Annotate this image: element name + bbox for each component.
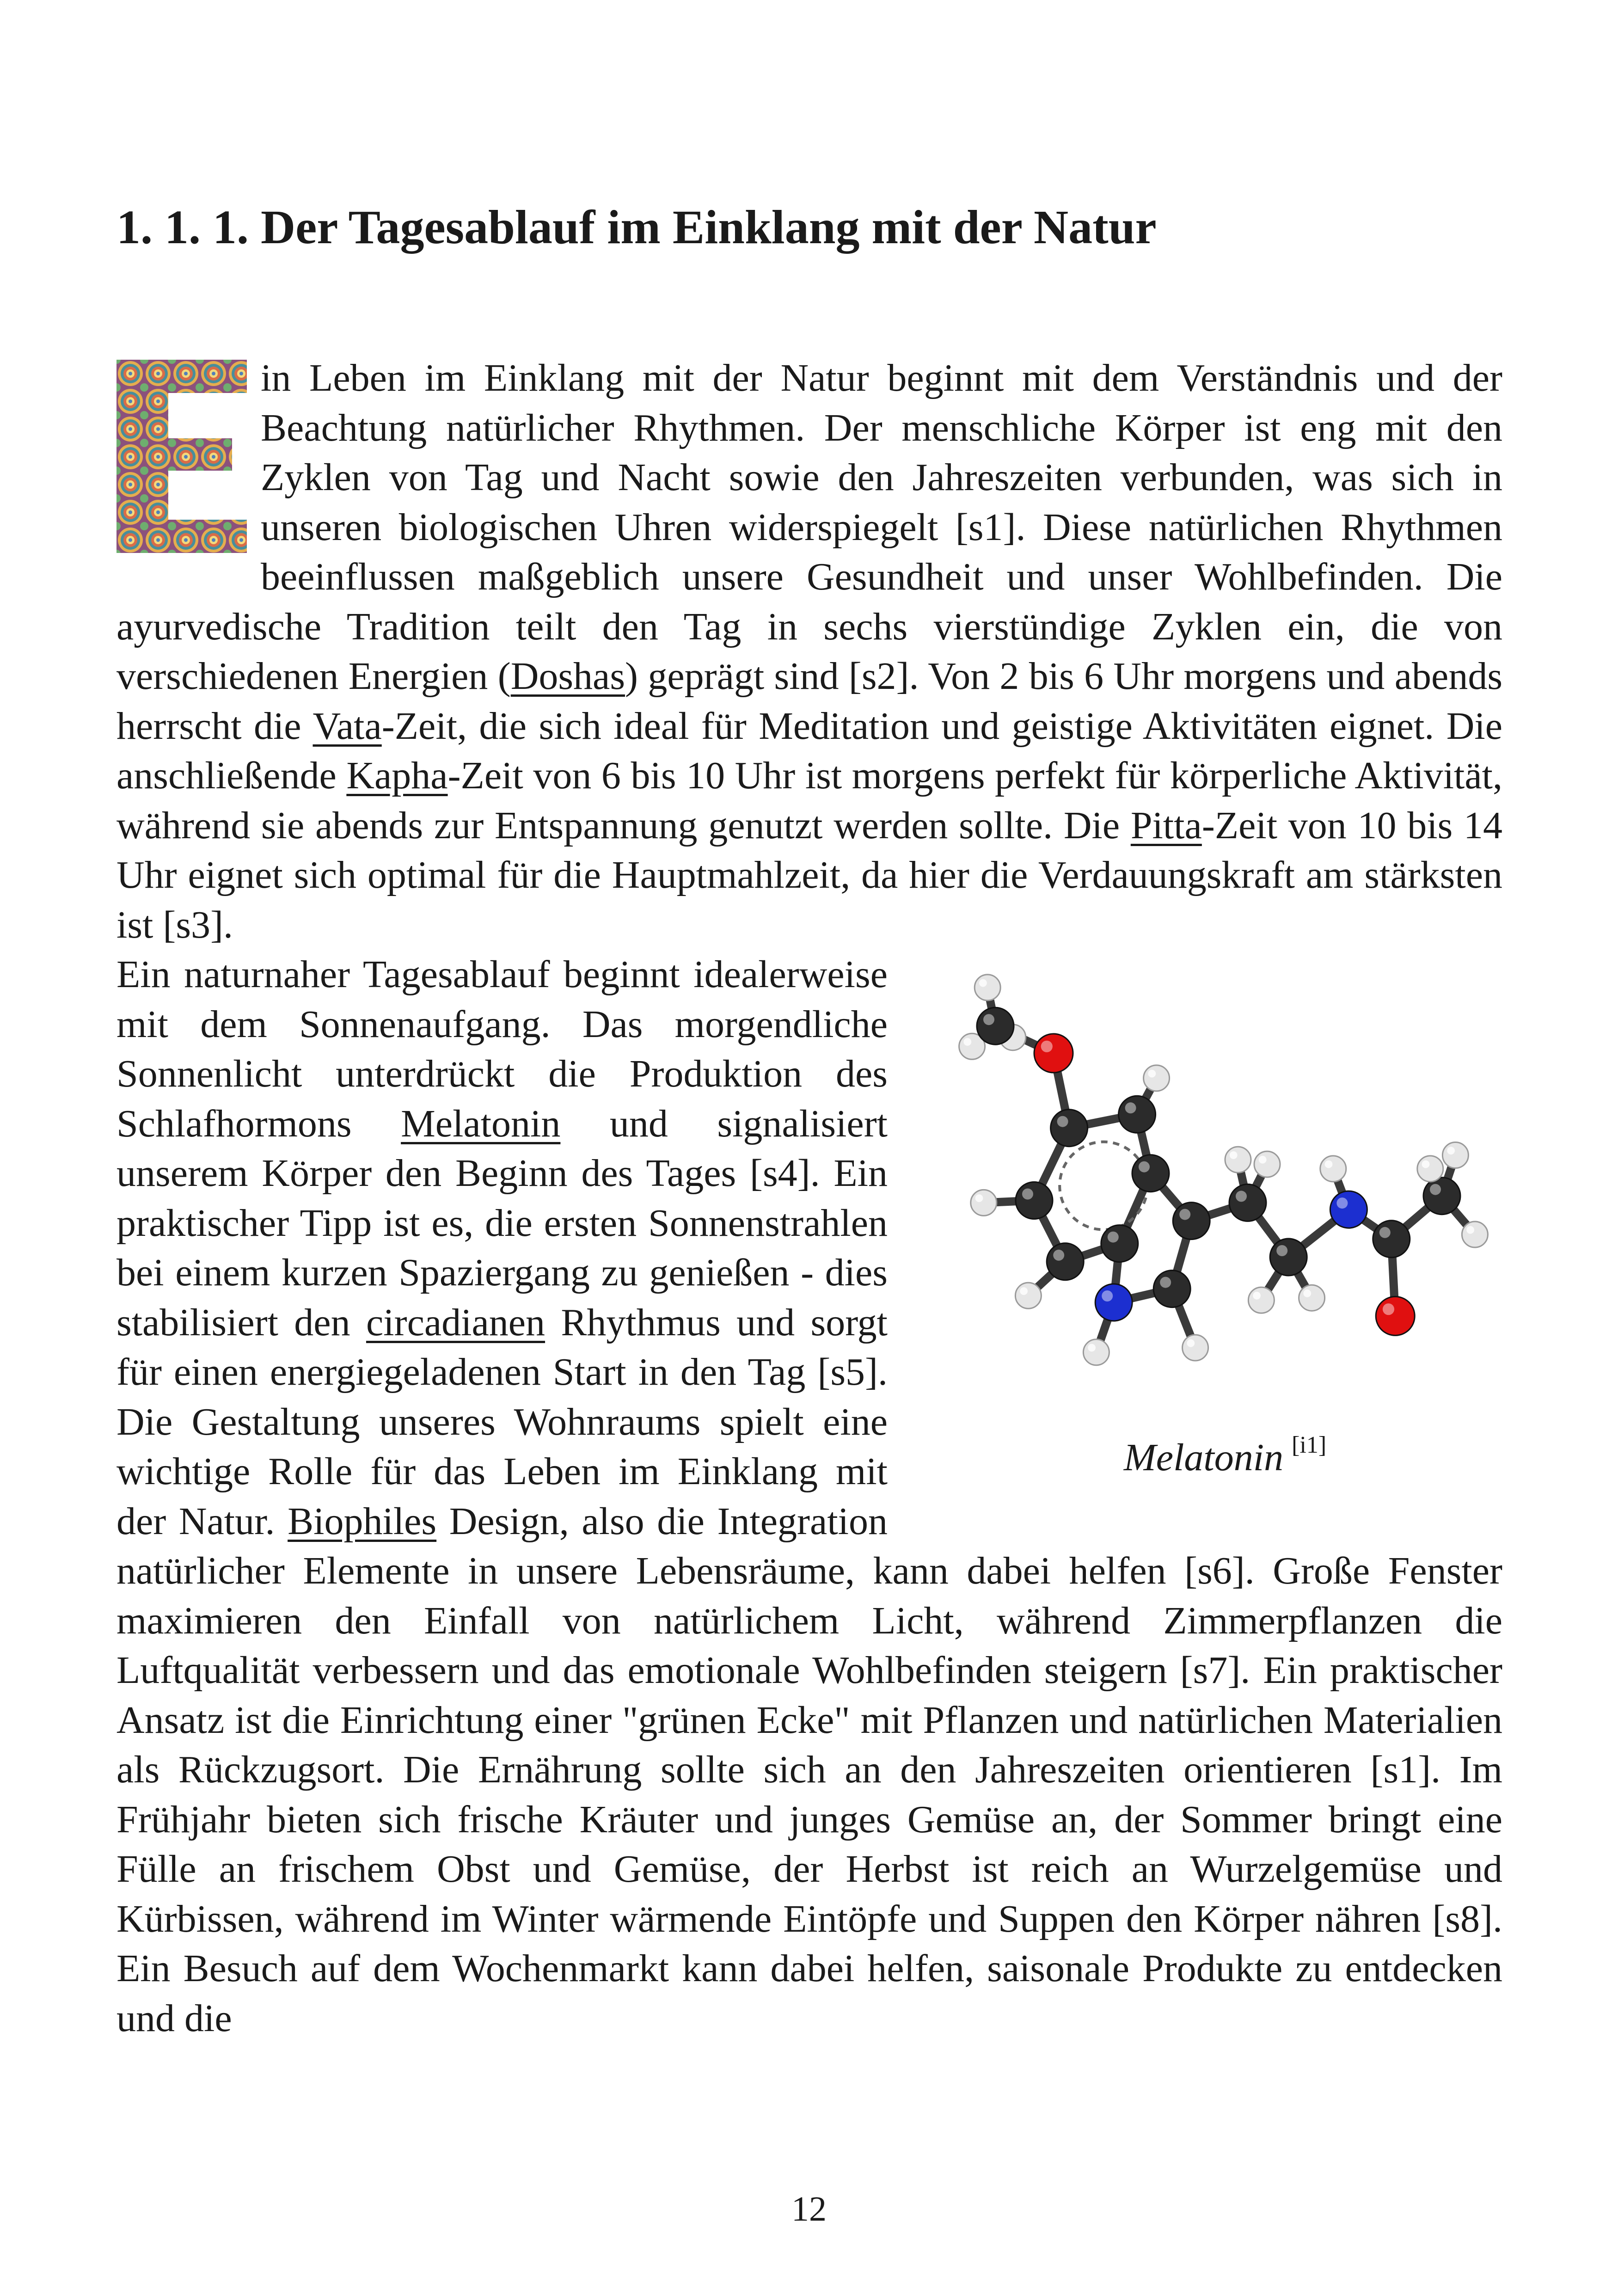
term-link-circadianen[interactable]: circadianen bbox=[366, 1301, 545, 1344]
image-reference: [i1] bbox=[1292, 1432, 1327, 1458]
text-run: Ein naturnaher Tagesablauf beginnt idealerweise mit dem Sonnenaufgang. Das morgendliche Sonnenlicht unterdrückt die Produktion des Schlafhormons bbox=[116, 953, 888, 1145]
atom-carbon bbox=[1047, 1243, 1084, 1280]
atom-carbon bbox=[977, 1007, 1014, 1044]
atom-nitrogen bbox=[1095, 1284, 1132, 1321]
atom-carbon bbox=[1051, 1110, 1088, 1147]
text-run: Design, also die Integration natürlicher Elemente in unsere Lebensräume, kann dabei helfen [s6]. Große Fenster maximieren den Einfall von natürlichem Licht, während Zimmerpflanzen die Luftqualität verbessern und das emotionale Wohlbefinden steigern [s7]. Ein praktischer Ansatz ist die Einrichtung einer "grünen Ecke" mit Pflanzen und natürlichen Materialien als Rückzugsort. Die Ernährung sollte sich an den Jahreszeiten orientieren [s1]. Im Frühjahr bieten sich frische Kräuter und junges Gemüse an, der Sommer bringt eine Fülle an frischem Obst und Gemüse, der Herbst ist reich an Wurzelgemüse und Kürbissen, während im Winter wärmende Eintöpfe und Suppen den Körper nähren [s8]. Ein Besuch auf dem Wochenmarkt kann dabei helfen, saisonale Produkte zu entdecken und die bbox=[116, 1499, 1502, 2040]
atom-hydrogen bbox=[1320, 1156, 1346, 1182]
atom-hydrogen bbox=[1083, 1339, 1109, 1365]
atom-carbon bbox=[1229, 1184, 1266, 1221]
text-run: -Zeit, die sich ideal für Meditation und geistige Aktivitäten eignet. Die anschließende bbox=[116, 704, 1502, 797]
atom-hydrogen bbox=[971, 1190, 997, 1216]
atom-hydrogen bbox=[1254, 1151, 1280, 1177]
text-run: -Zeit von 10 bis 14 Uhr eignet sich optimal für die Hauptmahlzeit, da hier die Verdauungskraft am stärksten ist [s3]. bbox=[116, 804, 1502, 946]
atom-hydrogen bbox=[1248, 1287, 1274, 1313]
atom-hydrogen bbox=[1144, 1065, 1170, 1091]
atom-carbon bbox=[1132, 1155, 1169, 1192]
text-run: Rhythmus und sorgt für einen energiegeladenen Start in den Tag [s5]. Die Gestaltung unseres Wohnraums spielt eine wichtige Rolle für das Leben im Einklang mit der Natur. bbox=[116, 1301, 888, 1543]
term-link-vata[interactable]: Vata bbox=[313, 704, 382, 748]
melatonin-molecule-image bbox=[948, 953, 1502, 1416]
text-run: und signalisiert unserem Körper den Beginn des Tages [s4]. Ein praktischer Tipp ist es, die ersten Sonnenstrahlen bei einem kurzen Spaziergang zu genießen - dies stabilisiert den bbox=[116, 1102, 888, 1344]
atom-hydrogen bbox=[1015, 1283, 1041, 1308]
atom-hydrogen bbox=[1225, 1147, 1251, 1173]
term-link-doshas[interactable]: Doshas bbox=[510, 655, 625, 698]
term-link-melatonin[interactable]: Melatonin bbox=[401, 1102, 561, 1145]
section-heading: 1. 1. 1. Der Tagesablauf im Einklang mit der Natur bbox=[116, 201, 1157, 254]
atom-carbon bbox=[1173, 1203, 1210, 1240]
figure-caption bbox=[948, 1420, 1502, 1483]
atom-carbon bbox=[1373, 1221, 1410, 1258]
atom-carbon bbox=[1119, 1096, 1156, 1133]
atom-carbon bbox=[1153, 1271, 1190, 1308]
atom-carbon bbox=[1101, 1225, 1138, 1262]
term-link-pitta[interactable]: Pitta bbox=[1130, 804, 1202, 847]
term-link-biophiles[interactable]: Biophiles bbox=[288, 1499, 437, 1543]
atom-carbon bbox=[1270, 1239, 1307, 1276]
atom-oxygen bbox=[1034, 1034, 1073, 1073]
atom-hydrogen bbox=[1442, 1142, 1468, 1168]
atom-nitrogen bbox=[1330, 1191, 1367, 1228]
atom-hydrogen bbox=[974, 975, 1000, 1001]
atom-carbon bbox=[1423, 1178, 1460, 1215]
atom-hydrogen bbox=[1183, 1335, 1208, 1361]
melatonin-figure bbox=[948, 953, 1502, 1504]
body-text bbox=[116, 353, 1502, 2043]
caption-text: Melatonin bbox=[1123, 1436, 1284, 1479]
atom-hydrogen bbox=[1417, 1156, 1443, 1182]
paragraph-1 bbox=[116, 353, 1502, 950]
term-link-kapha[interactable]: Kapha bbox=[346, 754, 448, 797]
atom-hydrogen bbox=[1462, 1222, 1488, 1247]
atom-carbon bbox=[1016, 1182, 1053, 1219]
drop-cap-letter bbox=[116, 360, 247, 553]
text-run: ) geprägt sind [s2]. Von 2 bis 6 Uhr morgens und abends herrscht die bbox=[116, 655, 1503, 748]
text-run: in Leben im Einklang mit der Natur beginnt mit dem Verständnis und der Beachtung natürlicher Rhythmen. Der menschliche Körper ist eng mit den Zyklen von Tag und Nacht sowie den Jahreszeiten verbunden, was sich in unseren biologischen Uhren widerspiegelt [s1]. Diese natürlichen Rhythmen beeinflussen maßgeblich unsere Gesundheit und unser Wohlbefinden. Die ayurvedische Tradition teilt den Tag in sechs vierstündige Zyklen ein, die von verschiedenen Energien ( bbox=[116, 356, 1502, 698]
atom-hydrogen bbox=[1299, 1285, 1325, 1311]
atom-oxygen bbox=[1376, 1296, 1415, 1335]
page-number: 12 bbox=[791, 2190, 827, 2228]
text-run: -Zeit von 6 bis 10 Uhr ist morgens perfekt für körperliche Aktivität, während sie abends zur Entspannung genutzt werden sollte. Die bbox=[116, 754, 1502, 847]
